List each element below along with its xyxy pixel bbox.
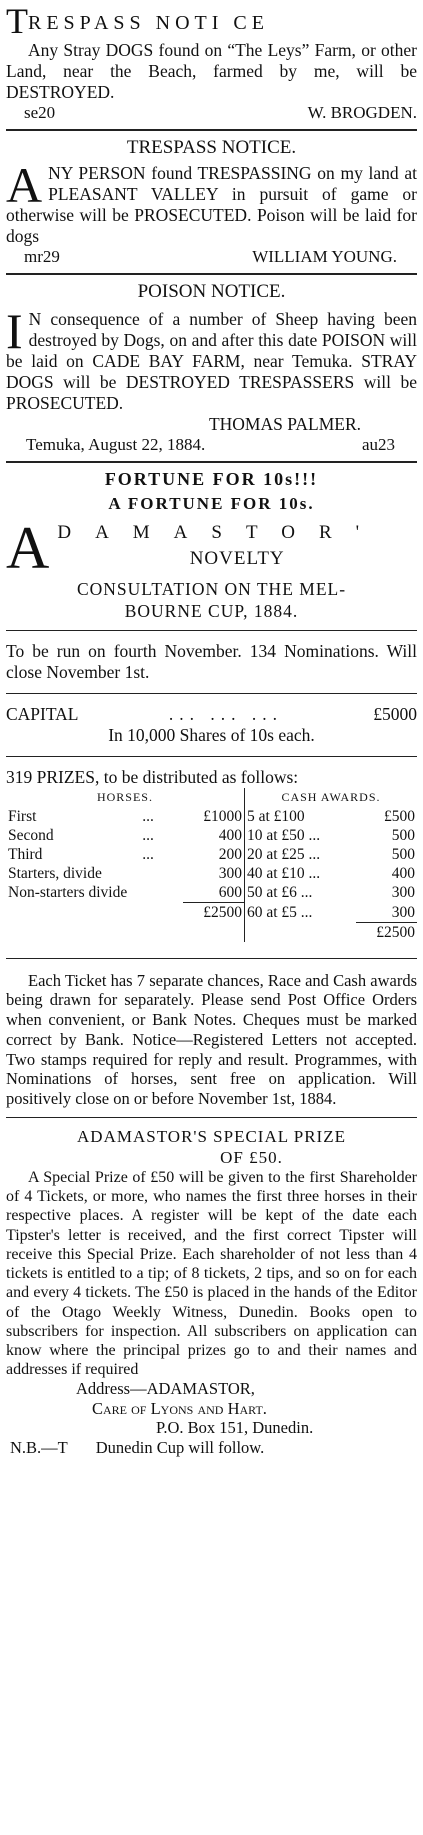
- headline-fortune: FORTUNE FOR 10s!!!: [104, 469, 319, 489]
- divider: [6, 630, 417, 631]
- signature: W. BROGDEN.: [307, 103, 417, 122]
- prizes-intro: 319 PRIZES, to be distributed as follows:: [6, 767, 299, 787]
- horses-total: £2500: [183, 903, 245, 923]
- table-row: [6, 826, 417, 845]
- ticket-text: Each Ticket has 7 separate chances, Race and Cash awards being drawn for separately. Please send Post Office Orders when convenient, or Bank Notes. Cheques must be marked correct by Bank. Notice—Registered Letters not accepted. Two stamps required for reply and result. Programmes, with Nominations of horses, sent free on application. Will positively close on or before November 1st, 1884.: [6, 970, 417, 1109]
- nb-line: [6, 1438, 417, 1458]
- special-title-line-2: OF £50.: [220, 1148, 283, 1168]
- horse-value: £1000: [203, 808, 242, 825]
- horse-dots: ...: [142, 846, 154, 863]
- notice-title: [6, 1, 417, 41]
- table-row: [6, 864, 417, 883]
- special-title-line-1: ADAMASTOR'S SPECIAL PRIZE: [77, 1127, 346, 1147]
- horse-label: Starters, divide: [8, 865, 102, 882]
- horse-label: Non-starters divide: [8, 884, 128, 901]
- capital-row: [6, 704, 417, 725]
- drop-cap: T: [6, 1, 28, 41]
- horse-value: 600: [218, 884, 242, 901]
- horse-label: Third: [8, 846, 43, 863]
- cash-value: 400: [391, 865, 415, 882]
- cash-total: £2500: [356, 922, 417, 942]
- divider: [6, 958, 417, 959]
- notice-body-wrap: [6, 303, 417, 414]
- special-prize-title: [6, 1126, 417, 1168]
- special-prize-text: A Special Prize of £50 will be given to the first Shareholder of 4 Tickets, or more, who names the first three horses in their respective places. A register will be kept of the date each Tipster's letter is received, and the first correct Tipster will receive this Special Prize. Each shareholder of not less than 4 tickets is entitled to a tip; of 8 tickets, 2 tips, and so on for each and every 4 tickets. The £50 is placed in the hands of the Editor of the Otago Weekly Witness, Dunedin. Books open to subscribers for inspection. All subscribers on application can know where the principal prizes go to and their names and addresses if required: [6, 1169, 417, 1379]
- run-text: To be run on fourth November. 134 Nominations. Will close November 1st.: [6, 641, 417, 682]
- table-header-row: [6, 788, 417, 807]
- notice-code: mr29: [24, 247, 60, 266]
- novelty: NOVELTY: [189, 548, 285, 569]
- address-line-2: Care of Lyons and Hart.: [92, 1398, 267, 1418]
- consultation-line-1: CONSULTATION ON THE MEL-: [76, 579, 347, 599]
- cash-value: 300: [391, 903, 415, 921]
- cash-label: 20 at £25 ...: [244, 845, 355, 864]
- cash-value: 500: [391, 827, 415, 844]
- notice-body: NY PERSON found TRESPASSING on my land at PLEASANT VALLEY in pursuit of game or otherwise will be PROSECUTED. Poison will be laid for dogs: [6, 163, 417, 246]
- drop-cap: A: [6, 157, 43, 213]
- title-rest: RESPASS NOTI CE: [28, 12, 269, 34]
- cash-value: £500: [384, 808, 415, 825]
- table-row: [6, 807, 417, 826]
- capital-label: CAPITAL: [6, 704, 79, 724]
- signature: WILLIAM YOUNG.: [252, 247, 397, 266]
- capital-value: £5000: [373, 704, 417, 724]
- address-line-1: Address—ADAMASTOR,: [76, 1379, 255, 1399]
- horse-label: First: [8, 808, 37, 825]
- divider: [6, 693, 417, 694]
- cash-header: CASH AWARDS.: [244, 788, 417, 807]
- table-row: [6, 845, 417, 864]
- notice-body: Any Stray DOGS found on “The Leys” Farm, or other Land, near the Beach, farmed by me, will be DESTROYED.: [6, 40, 417, 102]
- table-row: [6, 903, 417, 923]
- consultation-line-2: BOURNE CUP, 1884.: [124, 601, 299, 621]
- table-row: [6, 883, 417, 903]
- address-block: [6, 1379, 417, 1457]
- horse-dots: ...: [142, 827, 154, 844]
- drop-cap: A: [6, 515, 50, 581]
- divider: [6, 1117, 417, 1118]
- table-row: [6, 922, 417, 942]
- adamastor-name-block: [6, 515, 417, 581]
- address-line-3: P.O. Box 151, Dunedin.: [156, 1418, 314, 1438]
- cash-label: 50 at £6 ...: [244, 883, 355, 903]
- notice-title: TRESPASS NOTICE.: [126, 137, 297, 158]
- capital-dots: ... ... ...: [168, 704, 283, 724]
- prize-table: [6, 788, 417, 942]
- notice-code: se20: [24, 103, 56, 122]
- horse-value: 200: [218, 846, 242, 863]
- divider: [6, 756, 417, 757]
- poison-notice: [6, 281, 417, 455]
- cash-label: 40 at £10 ...: [244, 864, 355, 883]
- signature-row: [6, 103, 417, 123]
- cash-label: 60 at £5 ...: [244, 903, 355, 923]
- signature-row: [6, 247, 417, 267]
- divider: [6, 461, 417, 463]
- signature: THOMAS PALMER.: [208, 414, 361, 434]
- place-date-row: [6, 435, 417, 455]
- nb-label: N.B.—T: [10, 1437, 68, 1457]
- cash-label: 10 at £50 ...: [244, 826, 355, 845]
- shares-text: In 10,000 Shares of 10s each.: [108, 725, 315, 745]
- headline-a-fortune: A FORTUNE FOR 10s.: [108, 494, 315, 513]
- divider: [6, 273, 417, 275]
- horse-label: Second: [8, 827, 54, 844]
- adamastor-advertisement: [6, 469, 417, 1457]
- notice-code: au23: [361, 435, 395, 454]
- consultation-title: [6, 578, 417, 622]
- horse-value: 400: [218, 827, 242, 844]
- notice-body: N consequence of a number of Sheep having been destroyed by Dogs, on and after this date POISON will be laid on CADE BAY FARM, near Temuka. STRAY DOGS will be DESTROYED TRESPASSERS will be PROSECUTED.: [6, 309, 417, 413]
- place-date: Temuka, August 22, 1884.: [26, 435, 206, 454]
- horse-dots: ...: [142, 808, 154, 825]
- notice-body-wrap: [6, 157, 417, 247]
- horses-header: HORSES.: [96, 790, 153, 804]
- trespass-notice-brogden: [6, 1, 417, 123]
- notice-title: POISON NOTICE.: [137, 281, 286, 302]
- nb-text: Dunedin Cup will follow.: [95, 1437, 265, 1457]
- divider: [6, 129, 417, 131]
- horse-value: 300: [218, 865, 242, 882]
- adamastor-name: DAMASTOR': [57, 522, 384, 543]
- cash-value: 500: [391, 846, 415, 863]
- cash-value: 300: [391, 884, 415, 901]
- drop-cap: I: [6, 303, 23, 359]
- trespass-notice-young: [6, 137, 417, 267]
- cash-label: 5 at £100: [244, 807, 355, 826]
